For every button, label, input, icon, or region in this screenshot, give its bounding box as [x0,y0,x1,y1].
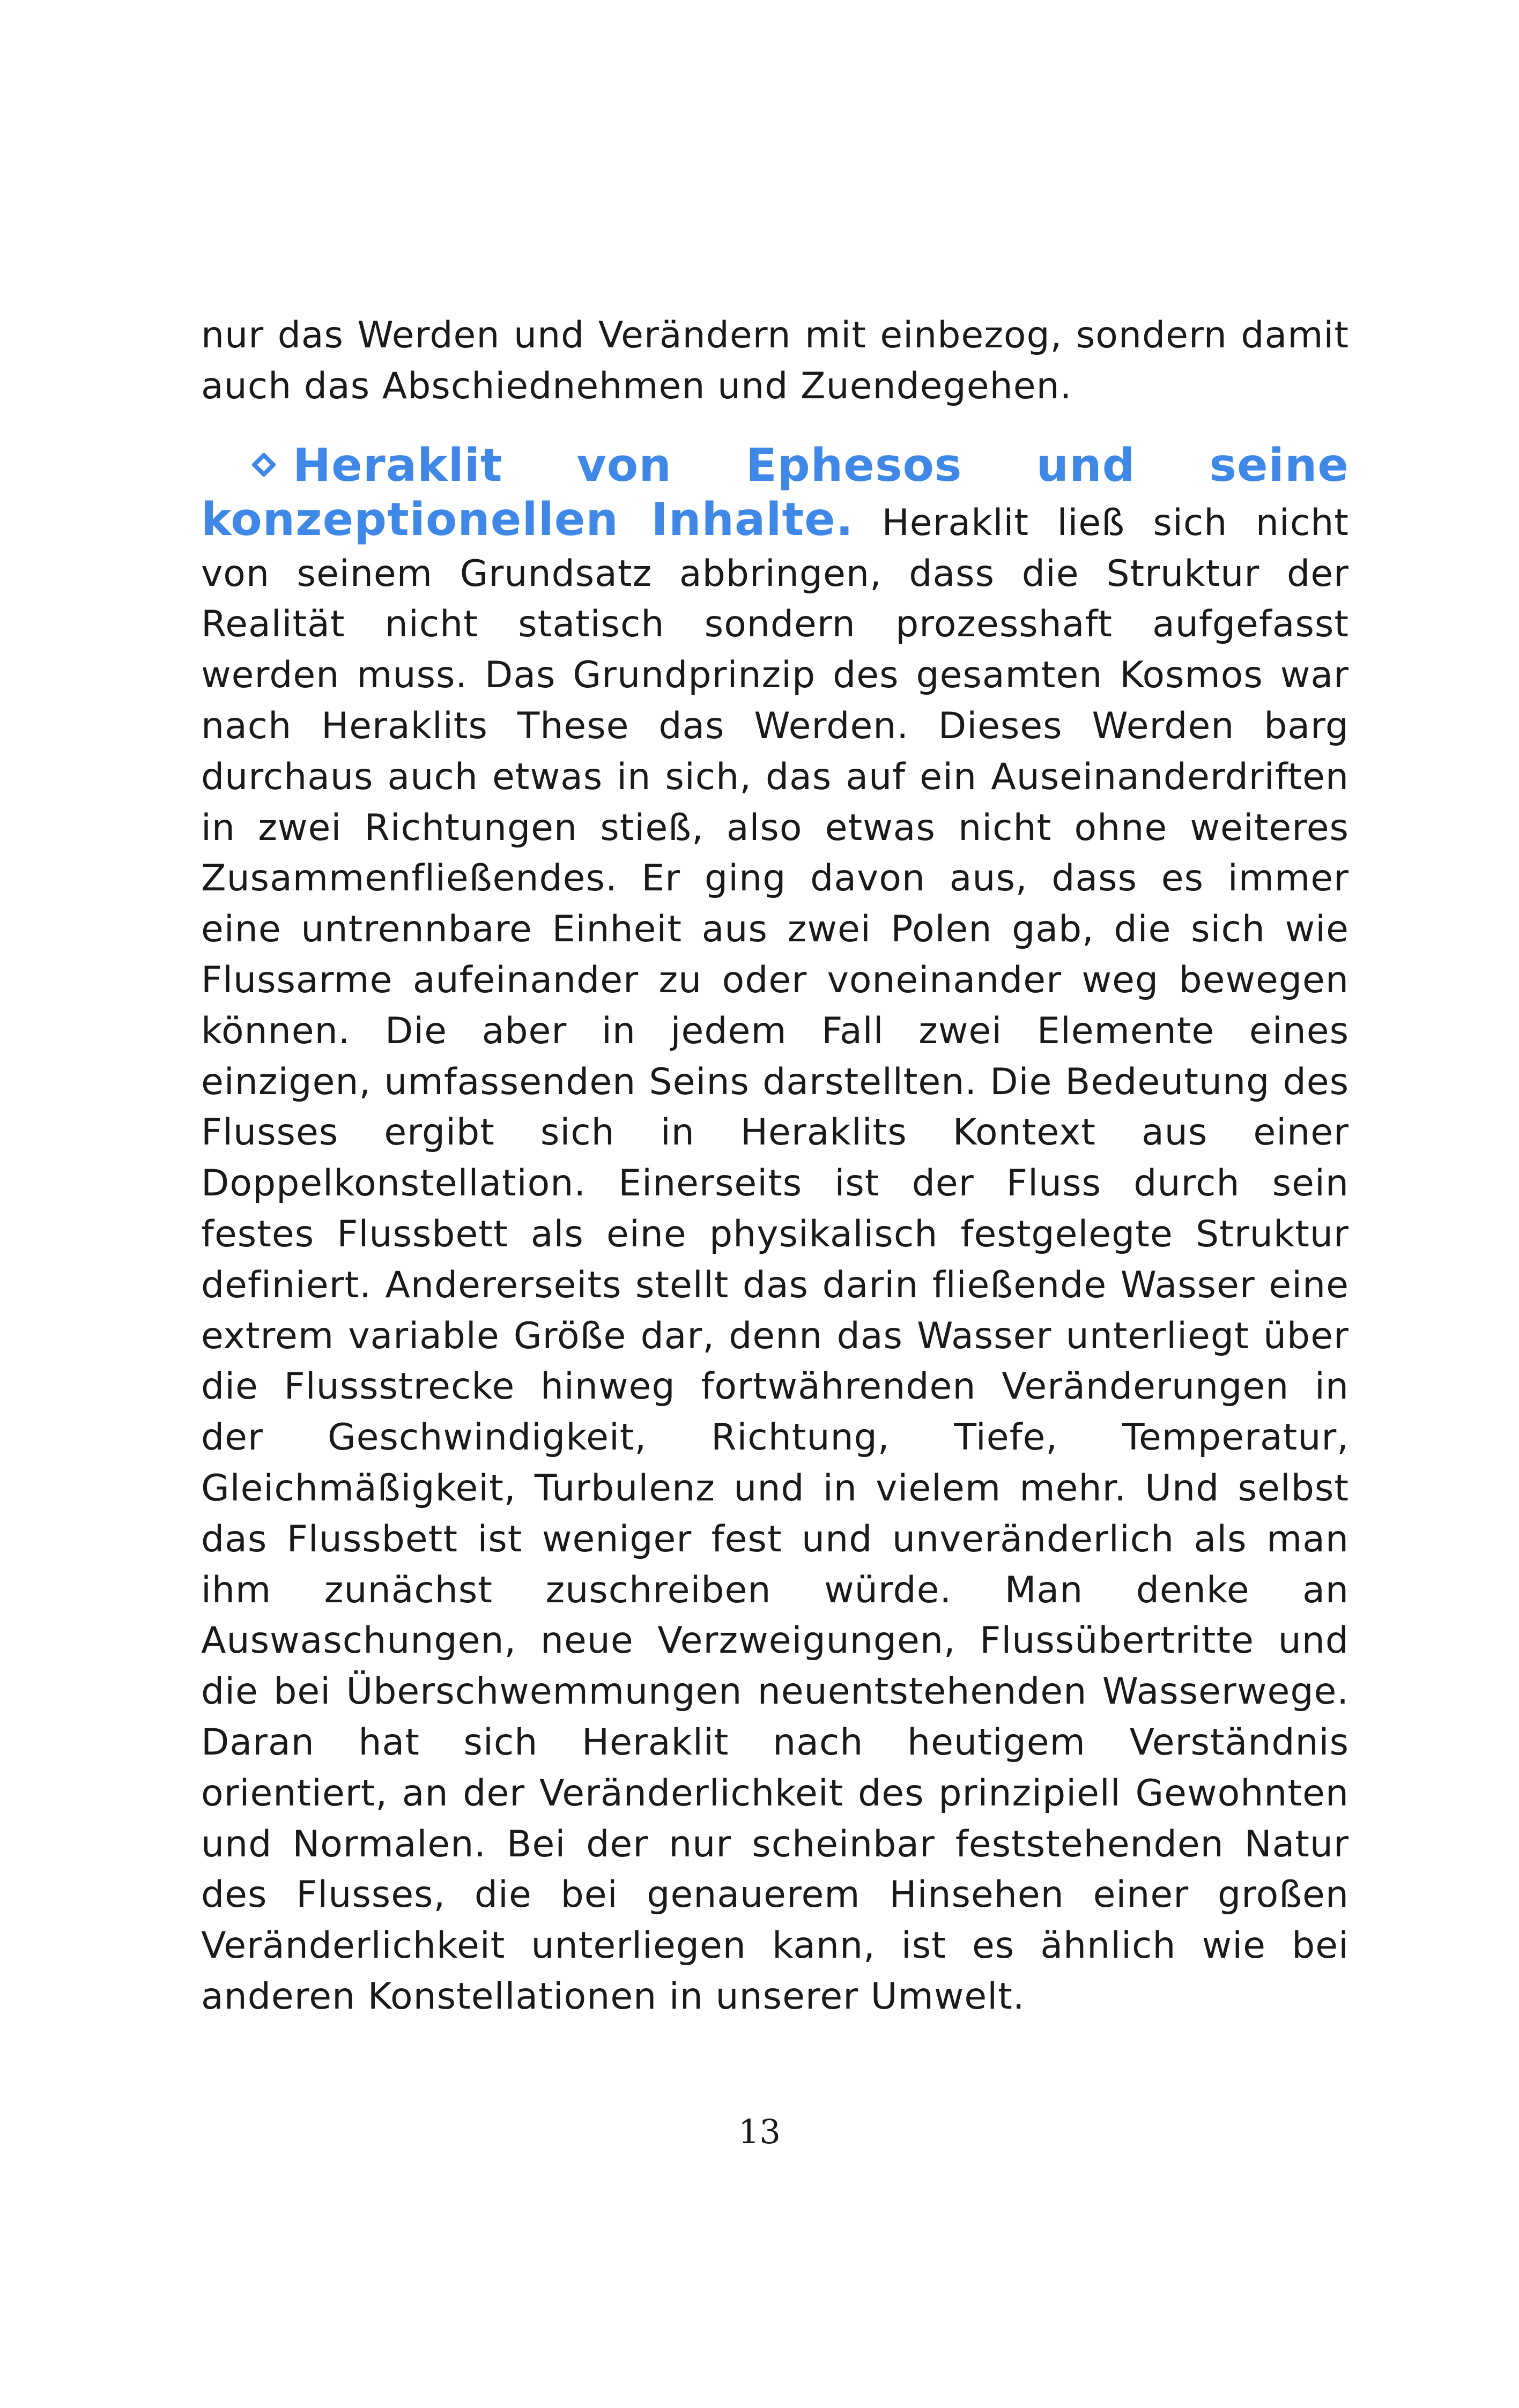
diamond-outline-icon [252,453,276,477]
section-heading: Heraklit von Ephesos und seine konzeptionellen Inhalte. [201,439,1349,546]
section-body: Heraklit ließ sich nicht von seinem Grundsatz abbringen, dass die Struktur der Realität nicht statisch sondern prozesshaft aufgefasst werden muss. Das Grundprinzip des gesamten Kosmos war nach Heraklits These das Werden. Dieses Werden barg durchaus auch etwas in sich, das auf ein Auseinanderdriften in zwei Richtungen stieß, also etwas nicht ohne weiteres Zusammenfließendes. Er ging davon aus, dass es immer eine untrennbare Einheit aus zwei Polen gab, die sich wie Flussarme aufeinander zu oder voneinander weg bewegen können. Die aber in jedem Fall zwei Elemente eines einzigen, umfassenden Seins darstellten. Die Bedeutung des Flusses ergibt sich in Heraklits Kontext aus einer Doppelkonstellation. Einerseits ist der Fluss durch sein festes Flussbett als eine physikalisch festgelegte Struktur definiert. Andererseits stellt das darin fließende Wasser eine extrem variable Größe dar, denn das Wasser unterliegt über die Flussstrecke hinweg fortwährenden Veränderungen in der Geschwindigkeit, Richtung, Tiefe, Temperatur, Gleichmäßigkeit, Turbulenz und in vielem mehr. Und selbst das Flussbett ist weniger fest und unveränderlich als man ihm zunächst zuschreiben würde. Man denke an Auswaschungen, neue Verzweigungen, Flussübertritte und die bei Überschwemmungen neuentstehenden Wasserwege. Daran hat sich Heraklit nach heutigem Verständnis orientiert, an der Veränderlichkeit des prinzipiell Gewohnten und Normalen. Bei der nur scheinbar feststehenden Natur des Flusses, die bei genauerem Hinsehen einer großen Veränderlichkeit unterliegen kann, ist es ähnlich wie bei anderen Konstellationen in unserer Umwelt. [201,501,1349,2018]
intro-paragraph: nur das Werden und Verändern mit einbezog, sondern damit auch das Abschiednehmen und Zuendegehen. [201,314,1349,407]
section-paragraph [201,441,1349,2023]
page-number: 13 [738,2112,781,2151]
